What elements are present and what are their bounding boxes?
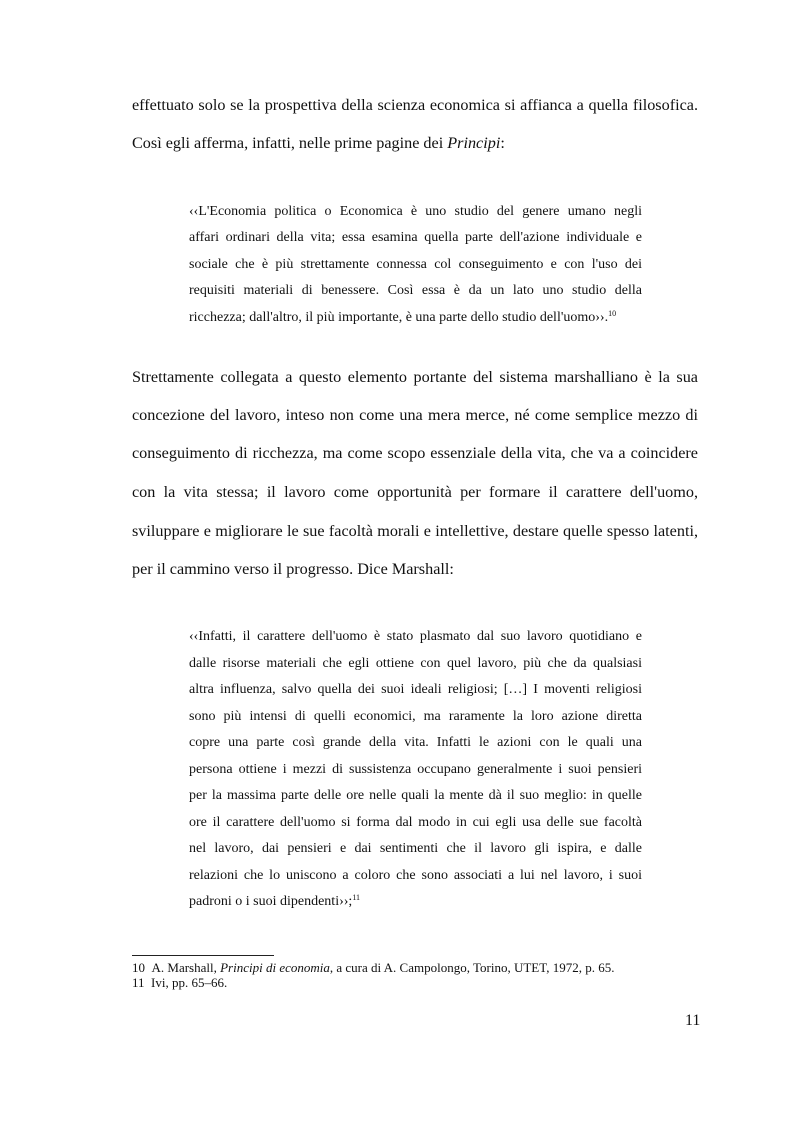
footnote-10-pre: A. Marshall, (151, 960, 221, 975)
quote1-line-1: ‹‹L'Economia politica o Economica è uno studio del genere umano negli (189, 204, 642, 219)
body-mid-line-5: sviluppare e migliorare le sue facoltà morali e intellettive, destare quelle spesso latenti, (132, 522, 698, 540)
body-mid-line-2: concezione del lavoro, inteso non come una mera merce, né come semplice mezzo di (132, 406, 698, 424)
quote1-line-5 (189, 309, 642, 327)
quote2-line-2: dalle risorse materiali che egli ottiene con quel lavoro, più che da qualsiasi (189, 656, 642, 671)
quote2-line-7: per la massima parte delle ore nelle quali la mente dà il suo meglio: in quelle (189, 788, 642, 803)
quote1-line-5-text: ricchezza; dall'altro, il più importante, è una parte dello studio dell'uomo››. (189, 310, 609, 325)
quote2-line-3: altra influenza, salvo quella dei suoi ideali religiosi; […] I moventi religiosi (189, 682, 642, 697)
footnote-ref-10[interactable]: 10 (608, 309, 617, 318)
quote1-line-4: requisiti materiali di benessere. Così essa è da un lato uno studio della (189, 283, 642, 298)
quote2-line-1: ‹‹Infatti, il carattere dell'uomo è stato plasmato dal suo lavoro quotidiano e (189, 629, 642, 644)
body-mid-line-3: conseguimento di ricchezza, ma come scopo essenziale della vita, che va a coincidere (132, 444, 698, 462)
body-mid-line-6: per il cammino verso il progresso. Dice Marshall: (132, 560, 454, 578)
footnote-11 (132, 975, 227, 991)
footnote-10-post: , a cura di A. Campolongo, Torino, UTET, 1972, p. 65. (329, 960, 615, 975)
quote1-line-2: affari ordinari della vita; essa esamina quella parte dell'azione individuale e (189, 230, 642, 245)
body-line-2-end: : (500, 134, 505, 152)
quote2-line-6: persona ottiene i mezzi di sussistenza occupano generalmente i suoi pensieri (189, 762, 642, 777)
footnote-separator (132, 955, 274, 956)
footnote-11-text: Ivi, pp. 65–66. (151, 975, 228, 990)
body-line-1: effettuato solo se la prospettiva della scienza economica si affianca a quella filosofica. (132, 96, 698, 114)
quote2-line-4: sono più intensi di quelli economici, ma raramente la loro azione diretta (189, 709, 642, 724)
quote2-line-5: copre una parte così grande della vita. Infatti le azioni con le quali una (189, 735, 642, 750)
quote2-line-9: nel lavoro, dai pensieri e dai sentimenti che il lavoro gli ispira, e dalle (189, 841, 642, 856)
quote2-line-11 (189, 893, 642, 911)
quote2-line-11-text: padroni o i suoi dipendenti››; (189, 894, 353, 909)
body-line-2-text: Così egli afferma, infatti, nelle prime pagine dei (132, 134, 448, 152)
quote2-line-10: relazioni che lo uniscono a coloro che sono associati a lui nel lavoro, i suoi (189, 868, 642, 883)
footnote-10-title: Principi di economia (220, 960, 330, 975)
footnote-10 (132, 960, 614, 976)
footnote-11-number: 11 (132, 975, 145, 990)
footnote-ref-11[interactable]: 11 (352, 893, 361, 902)
page-number: 11 (685, 1012, 701, 1029)
quote2-line-8: ore il carattere dell'uomo si forma dal modo in cui egli usa delle sue facoltà (189, 815, 642, 830)
body-line-2 (132, 133, 698, 153)
footnote-10-number: 10 (132, 960, 145, 975)
principi-title: Principi (447, 134, 501, 152)
body-mid-line-4: con la vita stessa; il lavoro come opportunità per formare il carattere dell'uomo, (132, 483, 698, 501)
quote1-line-3: sociale che è più strettamente connessa col conseguimento e con l'uso dei (189, 257, 642, 272)
body-mid-line-1: Strettamente collegata a questo elemento portante del sistema marshalliano è la sua (132, 368, 698, 386)
